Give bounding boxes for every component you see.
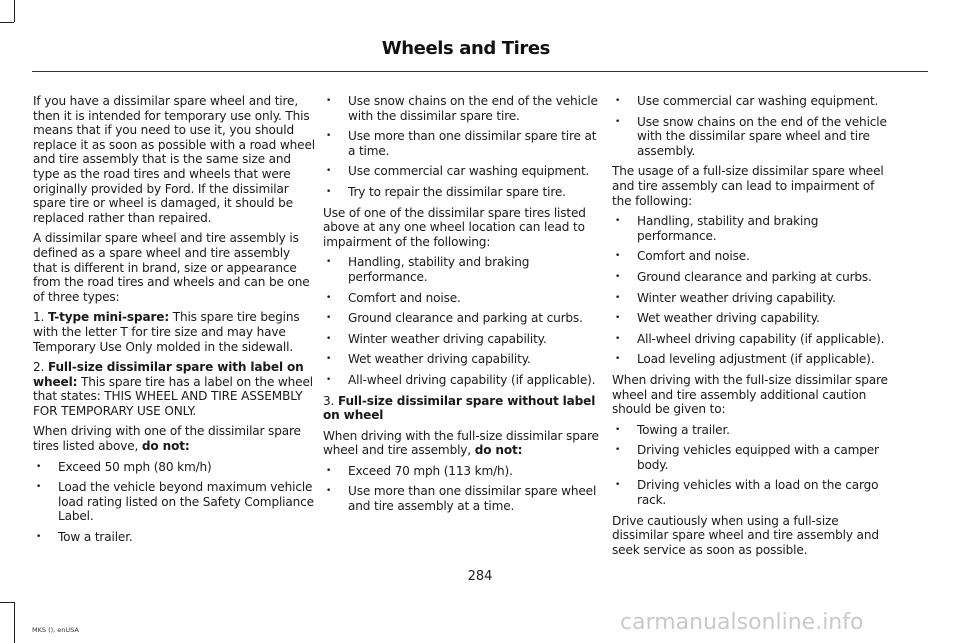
list-item: • Comfort and noise. [323,291,605,306]
list-item: • Use snow chains on the end of the vehicle with the dissimilar spare tire. [323,94,605,123]
list-item: • Try to repair the dissimilar spare tire. [323,185,605,200]
bullet-list [612,423,894,508]
paragraph [323,429,605,458]
crop-mark-bottom-left-h [0,602,14,603]
emphasis: do not: [141,439,190,454]
page-number: 284 [467,569,493,584]
crop-mark-bottom-left [14,602,15,643]
type-number: 2. [33,360,48,375]
column-3 [612,94,894,563]
type-text: This spare tire begins with the letter T for tire size and may have Temporary Use Only molded in the sidewall. [33,310,300,354]
page-title: Wheels and Tires [381,38,550,59]
type-number: 3. [323,393,338,408]
bullet-list [612,214,894,367]
list-item: • Comfort and noise. [612,249,894,264]
title-rule [32,71,928,72]
type-2-paragraph [33,360,315,418]
list-item: • Winter weather driving capability. [612,291,894,306]
document-id: MKS (), enUSA [32,626,79,634]
paragraph: A dissimilar spare wheel and tire assembly is defined as a spare wheel and tire assembly that is different in brand, size or appearance from the road tires and wheels and can be one of three types: [33,231,310,304]
crop-mark-top-left [14,0,15,22]
list-item: • Driving vehicles equipped with a camper body. [612,443,894,472]
type-heading: Full-size dissimilar spare with label on wheel: [33,360,304,389]
paragraph: If you have a dissimilar spare wheel and tire, then it is intended for temporary use only. This means that if you need to use it, you should replace it as soon as possible with a road wheel and tire assembly that is the same size and type as the road tires and wheels that were originally provided by Ford. If the dissimilar spare tire or wheel is damaged, it should be replaced rather than repaired. [33,94,315,225]
list-item: • Wet weather driving capability. [612,311,894,326]
bullet-list [33,460,315,545]
list-item: • Towing a trailer. [612,423,894,438]
column-2 [323,94,605,520]
type-text: This spare tire has a label on the wheel that states: THIS WHEEL AND TIRE ASSEMBLY FOR TEMPORARY USE ONLY. [33,374,313,418]
list-item: • Wet weather driving capability. [323,352,605,367]
column-1 [33,94,315,551]
paragraph-text: When driving with one of the dissimilar spare tires listed above, [33,424,301,454]
type-number: 1. [33,310,48,325]
type-heading: Full-size dissimilar spare without label on wheel [323,393,596,423]
list-item: • Winter weather driving capability. [323,332,605,347]
list-item: • Use more than one dissimilar spare wheel and tire assembly at a time. [323,484,605,513]
bullet-list [612,94,894,158]
type-1-paragraph [33,310,315,354]
list-item: • Use snow chains on the end of the vehicle with the dissimilar spare wheel and tire assembly. [612,115,894,159]
list-item: • Handling, stability and braking performance. [612,214,894,243]
paragraph: Use of one of the dissimilar spare tires listed above at any one wheel location can lead to impairment of the following: [323,205,586,249]
crop-mark-top-left-h [0,22,14,23]
paragraph [33,424,315,453]
list-item: • Load leveling adjustment (if applicable). [612,352,894,367]
list-item: • Use more than one dissimilar spare tire at a time. [323,129,605,158]
list-item: • Use commercial car washing equipment. [612,94,894,109]
list-item: • All-wheel driving capability (if applicable). [323,373,605,388]
paragraph: The usage of a full-size dissimilar spare wheel and tire assembly can lead to impairment of the following: [612,164,884,208]
list-item: • Load the vehicle beyond maximum vehicle load rating listed on the Safety Compliance Label. [33,480,315,524]
list-item: • Exceed 70 mph (113 km/h). [323,464,605,479]
bullet-list [323,255,605,387]
bullet-list [323,464,605,514]
paragraph-text: When driving with the full-size dissimilar spare wheel and tire assembly, [323,428,599,458]
list-item: • Tow a trailer. [33,530,315,545]
list-item: • Exceed 50 mph (80 km/h) [33,460,315,475]
list-item: • Driving vehicles with a load on the cargo rack. [612,478,894,507]
list-item: • Handling, stability and braking performance. [323,255,605,284]
paragraph: Drive cautiously when using a full-size dissimilar spare wheel and tire assembly and seek service as soon as possible. [612,513,879,557]
list-item: • Use commercial car washing equipment. [323,164,605,179]
watermark: carmanualsonline.info [620,610,864,635]
list-item: • Ground clearance and parking at curbs. [612,270,894,285]
list-item: • Ground clearance and parking at curbs. [323,311,605,326]
emphasis: do not: [474,443,523,458]
list-item: • All-wheel driving capability (if applicable). [612,332,894,347]
paragraph: When driving with the full-size dissimilar spare wheel and tire assembly additional caution should be given to: [612,372,888,417]
type-heading: T-type mini-spare: [47,310,170,325]
type-3-paragraph [323,394,605,423]
bullet-list [323,94,605,200]
